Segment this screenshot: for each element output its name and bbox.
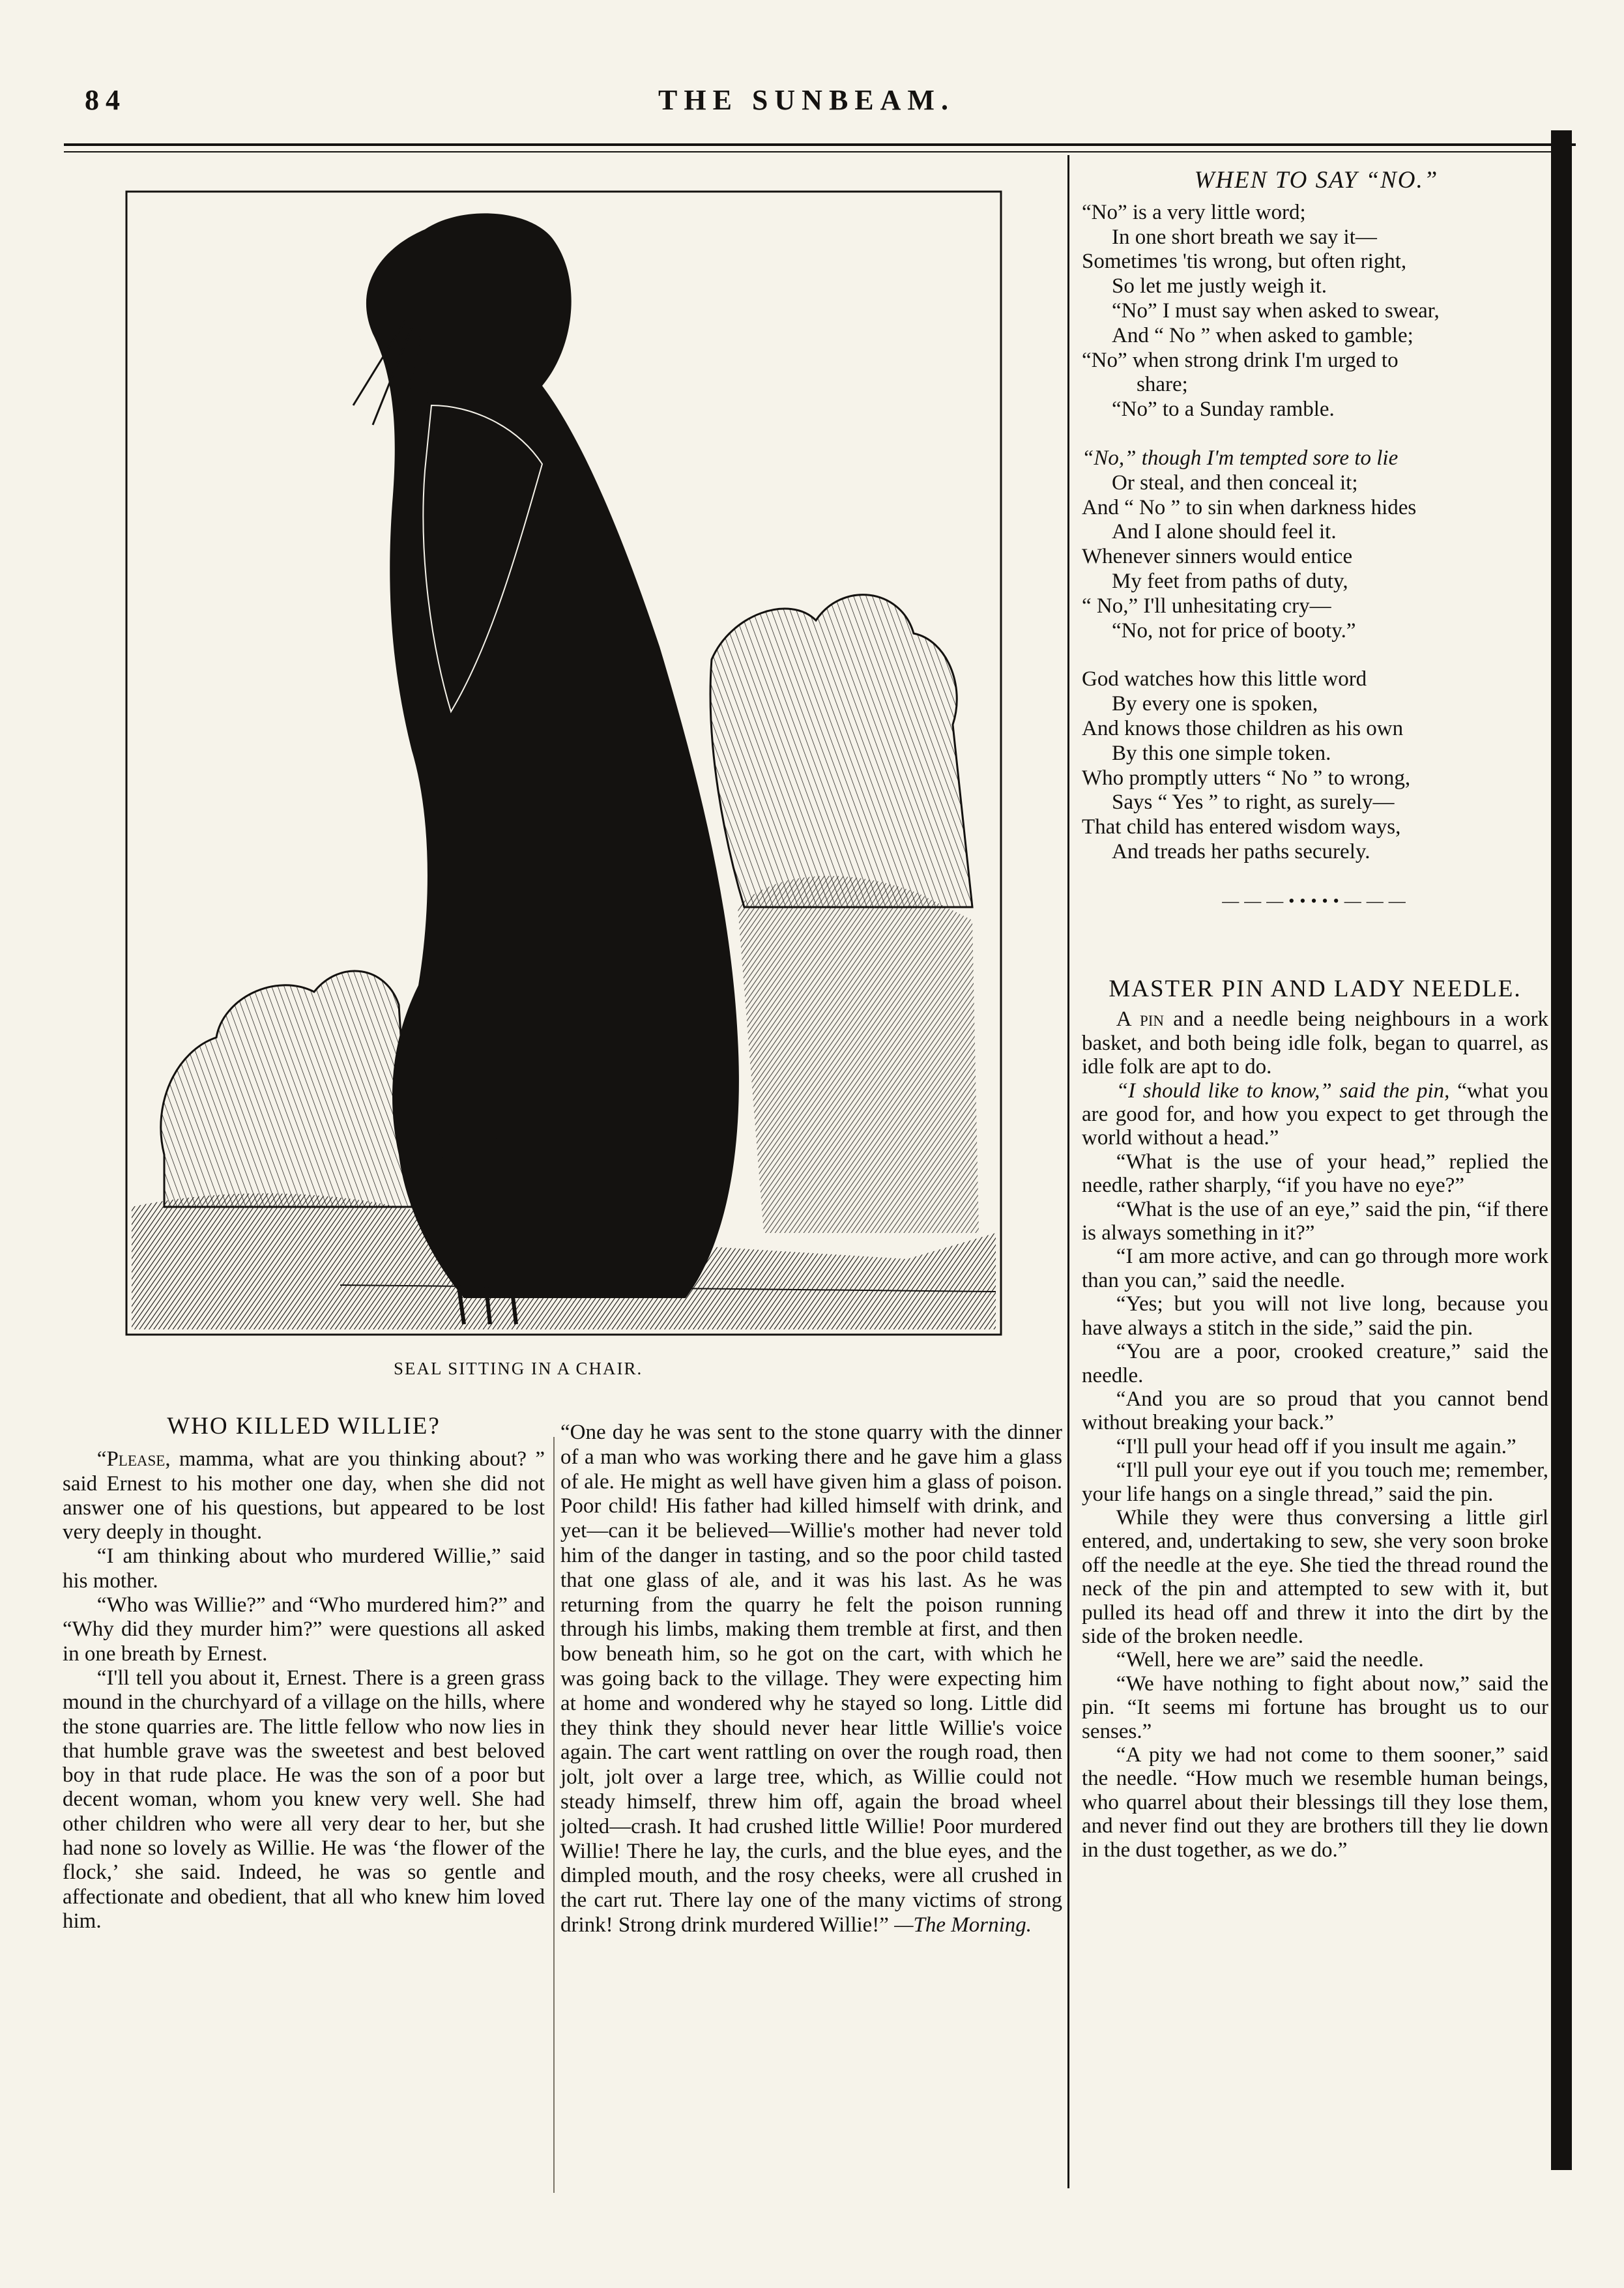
fable-paragraph: “I'll pull your head off if you insult me again.” xyxy=(1116,1434,1516,1458)
page-number: 84 xyxy=(85,84,126,116)
poem-line: That child has entered wisdom ways, xyxy=(1082,815,1401,839)
center-column-divider xyxy=(553,1437,555,2193)
fable-paragraph: “We have nothing to fight about now,” said the pin. “It seems mi fortune has brought us to our senses.” xyxy=(1082,1672,1548,1743)
poem-line: In one short breath we say it— xyxy=(1112,225,1377,249)
story-paragraph-text: “One day he was sent to the stone quarry with the dinner of a man who was working there and he gave him a glass of ale. He might as well have given him a glass of poison. Poor child! His father had killed himself with drink, and yet—can it be believed—Willie's mother had never told him of the danger in tasting, and so the poor child tasted that one glass of ale, and it was his last. As he was returning from the quarry he felt the poison running through his limbs, making them tremble at first, and then bow beneath him, so he got on the cart, with which he was going back to the village. They were expecting him at home and wondered why he stayed so long. Little did they think they should never hear little Willie's voice again. The cart went rattling on over the rough road, then jolt, jolt over a large tree, which, as Willie could not steady himself, threw him off, again the broad wheel jolted—crash. It had crushed little Willie! Poor murdered Willie! There he lay, the curls, and the blue eyes, and the dimpled mouth, and the rosy cheeks, were all crushed in the cart rut. There lay one of the many victims of strong drink! Strong drink murdered Willie!” xyxy=(560,1421,1062,1937)
poem-line: “No” is a very little word; xyxy=(1082,200,1306,224)
poem-line: Who promptly utters “ No ” to wrong, xyxy=(1082,766,1411,790)
fable-paragraph: “Yes; but you will not live long, because you have always a stitch in the side,” said the pin. xyxy=(1082,1292,1548,1340)
poem-line: “No” I must say when asked to swear, xyxy=(1112,298,1440,323)
poem-heading: WHEN TO SAY “NO.” xyxy=(1194,167,1439,194)
poem-line: By this one simple token. xyxy=(1112,741,1331,765)
poem-line: And I alone should feel it. xyxy=(1112,520,1337,544)
poem-line: “ No,” I'll unhesitating cry— xyxy=(1082,594,1331,618)
fable-paragraph: “I am more active, and can go through more work than you can,” said the needle. xyxy=(1082,1245,1548,1292)
masthead-rule xyxy=(64,143,1576,146)
fable-paragraph: “What is the use of an eye,” said the pin, “if there is always something in it?” xyxy=(1082,1197,1548,1245)
poem-line: And “ No ” when asked to gamble; xyxy=(1112,323,1414,347)
poem-line: “No,” though I'm tempted sore to lie xyxy=(1082,446,1399,470)
fable-paragraph: While they were thus conversing a little girl entered, and, undertaking to sew, she very soon broke off the needle at the eye. She tied the thread round the neck of the pin and attempted to sew with it, but pulled its head off and threw it into the dirt by the side of the broken needle. xyxy=(1082,1505,1548,1648)
story-column-left xyxy=(63,1414,545,1933)
fable-italic-text: “I should like to know,” said the pin, xyxy=(1116,1079,1450,1103)
fable-lead-in: A pin xyxy=(1116,1007,1165,1032)
poem-column xyxy=(1082,168,1551,923)
seal-engraving xyxy=(125,190,1002,1336)
poem-stanza xyxy=(1082,201,1551,422)
poem-line: God watches how this little word xyxy=(1082,667,1367,691)
poem-line: “No, not for price of booty.” xyxy=(1112,618,1356,643)
story-lead-in: “Please, xyxy=(96,1447,171,1471)
fable-paragraph: “What is the use of your head,” replied the needle, rather sharply, “if you have no eye?” xyxy=(1082,1150,1548,1198)
story-source: —The Morning. xyxy=(894,1913,1032,1937)
story-paragraph: “I'll tell you about it, Ernest. There is a green grass mound in the churchyard of a village on the hills, where the stone quarries are. The little fellow who now lies in that humble grave was the sweetest and best beloved boy in that rude place. He was the son of a poor but decent woman, whom you knew very well. She had other children who were all very dear to her, but she had none so lovely as Willie. He was ‘the flower of the flock,’ she said. Indeed, he was so gentle and affectionate and obedient, that all who knew him loved him. xyxy=(63,1666,545,1933)
fable-paragraph: “You are a poor, crooked creature,” said the needle. xyxy=(1082,1340,1548,1387)
poem-line: Says “ Yes ” to right, as surely— xyxy=(1112,790,1395,815)
fable-paragraph-text: “what you are good for, and how you expect to get through the world without a head.” xyxy=(1082,1079,1548,1150)
fable-heading: MASTER PIN AND LADY NEEDLE. xyxy=(1109,976,1522,1002)
masthead-rule-thin xyxy=(64,151,1569,152)
fable-paragraph xyxy=(1082,1007,1548,1079)
poem-line: And treads her paths securely. xyxy=(1112,839,1370,863)
poem-line: My feet from paths of duty, xyxy=(1112,569,1348,593)
poem-line: Sometimes 'tis wrong, but often right, xyxy=(1082,250,1407,274)
fable-paragraph: “I'll pull your eye out if you touch me; remember, your life hangs on a single thread,” said the pin. xyxy=(1082,1458,1548,1506)
right-margin-bar xyxy=(1551,130,1572,2170)
section-ornament: ———•••••——— xyxy=(1222,891,1411,910)
fable-paragraph: “And you are so proud that you cannot bend without breaking your back.” xyxy=(1082,1387,1548,1435)
poem-line: By every one is spoken, xyxy=(1112,692,1318,716)
fable-paragraph xyxy=(1082,1079,1548,1150)
poem-line: Or steal, and then conceal it; xyxy=(1112,471,1358,495)
poem-line: So let me justly weigh it. xyxy=(1112,274,1327,298)
poem-stanza xyxy=(1082,446,1551,643)
fable-paragraph: “Well, here we are” said the needle. xyxy=(1116,1648,1424,1672)
poem-body xyxy=(1082,201,1551,865)
poem-line: Whenever sinners would entice xyxy=(1082,545,1353,569)
fable-column xyxy=(1082,977,1548,1862)
story-heading: WHO KILLED WILLIE? xyxy=(167,1413,441,1440)
poem-line: share; xyxy=(1137,373,1188,397)
poem-line: “No” to a Sunday ramble. xyxy=(1112,398,1335,422)
fable-paragraph: “A pity we had not come to them sooner,” said the needle. “How much we resemble human beings, who quarrel about their blessings till they lose them, and never find out they are brothers till they lie down in the dust together, as we do.” xyxy=(1082,1743,1548,1862)
story-paragraph xyxy=(63,1447,545,1544)
column-divider xyxy=(1067,155,1069,2188)
paper-title: THE SUNBEAM. xyxy=(658,84,955,116)
story-paragraph-text: mamma, what are you thinking about? ” said Ernest to his mother one day, when she did not answer one of his questions, but appeared to be lost very deeply in thought. xyxy=(63,1447,545,1544)
poem-line: “No” when strong drink I'm urged to xyxy=(1082,348,1399,372)
story-paragraph: “I am thinking about who murdered Willie,” said his mother. xyxy=(63,1544,545,1593)
fable-paragraph-text: and a needle being neighbours in a work basket, and both being idle folk, began to quarrel, as idle folk are apt to do. xyxy=(1082,1007,1548,1079)
story-column-middle xyxy=(560,1421,1062,1938)
poem-stanza xyxy=(1082,667,1551,864)
story-paragraph: “Who was Willie?” and “Who murdered him?” and “Why did they murder him?” were questions all asked in one breath by Ernest. xyxy=(63,1593,545,1666)
story-continuation xyxy=(560,1421,1062,1938)
poem-line: And knows those children as his own xyxy=(1082,716,1404,740)
illustration-caption: SEAL SITTING IN A CHAIR. xyxy=(394,1359,643,1378)
seal-illustration xyxy=(125,190,1002,1336)
poem-line: And “ No ” to sin when darkness hides xyxy=(1082,495,1417,519)
